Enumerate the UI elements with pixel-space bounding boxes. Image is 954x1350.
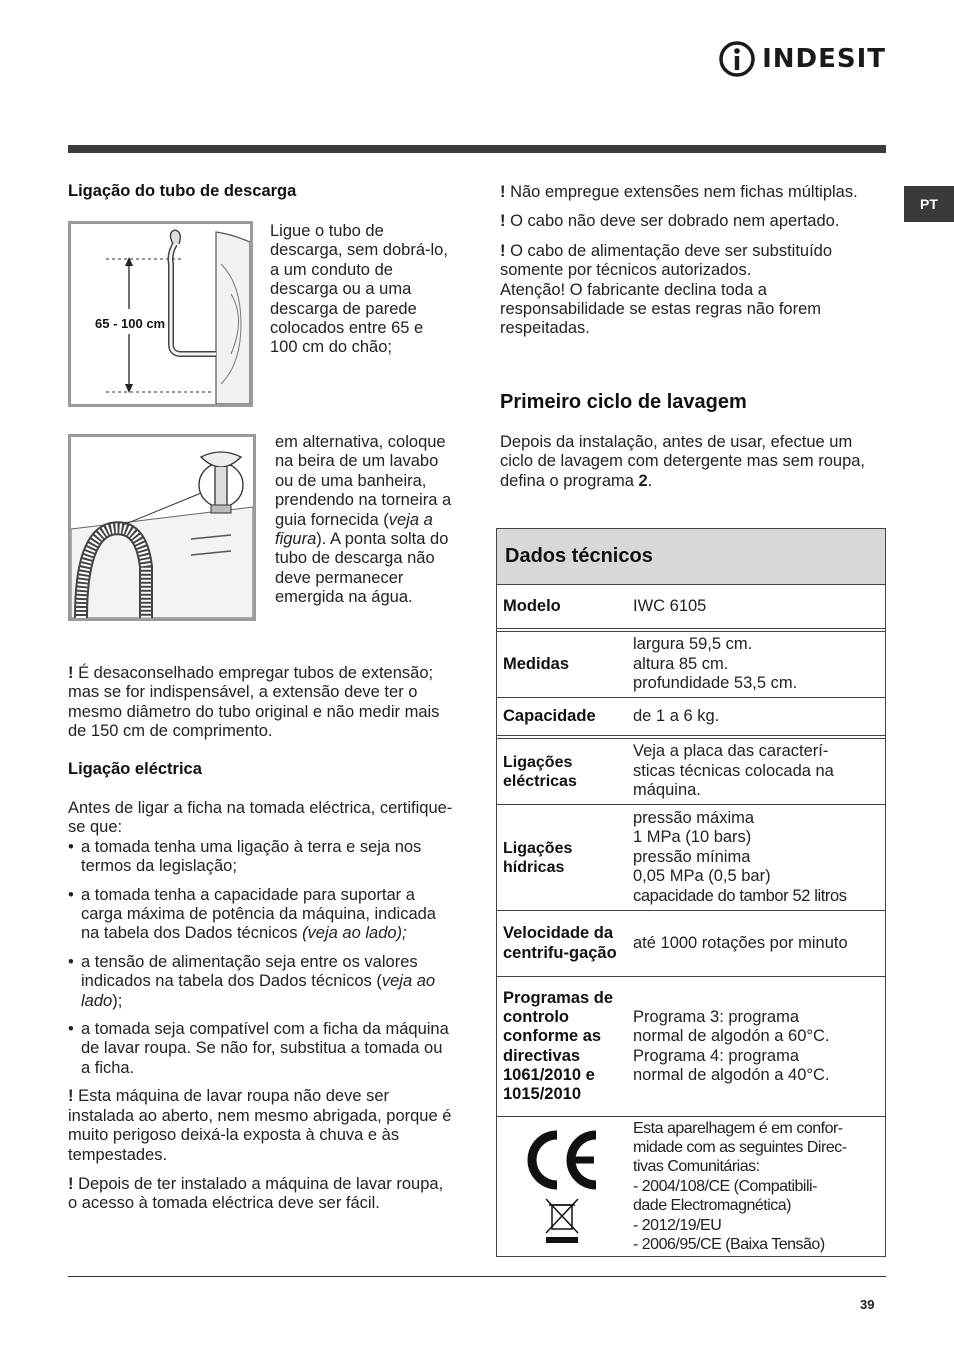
warning-icon: ! <box>68 1087 74 1106</box>
page-number: 39 <box>860 1297 875 1312</box>
table-row: Modelo IWC 6105 <box>497 585 885 629</box>
footer-rule <box>68 1276 886 1277</box>
warning-icon: ! <box>500 183 506 201</box>
drain-paragraph-1: Ligue o tubo de descarga, sem dobrá-lo, a um conduto de descarga ou a uma descarga de parede colocados entre 65 e 100 cm do chão; <box>270 222 448 357</box>
table-row: Capacidade de 1 a 6 kg. <box>497 698 885 736</box>
electrical-checklist <box>68 799 453 1224</box>
table-cell: de 1 a 6 kg. <box>633 706 720 725</box>
table-cell: até 1000 rotações por minuto <box>633 933 848 952</box>
list-item: • a tensão de alimentação seja entre os valores indicados na tabela dos Dados técnicos (veja ao lado); <box>68 953 453 1011</box>
warning-socket-access: ! Depois de ter instalado a máquina de lavar roupa, o acesso à tomada eléctrica deve ser fácil. <box>68 1174 444 1213</box>
drain-paragraph-2: em alternativa, coloque na beira de um lavabo ou de uma banheira, prendendo na torneira a guia fornecida (veja a figura). A ponta solta do tubo de descarga não deve permanecer emergida na água. <box>275 433 452 607</box>
weee-bin-icon <box>542 1197 582 1245</box>
electrical-warnings <box>500 183 885 339</box>
warning-cable-replace: ! O cabo de alimentação deve ser substituído somente por técnicos autorizados. <box>500 241 833 280</box>
warning-outdoor: ! Esta máquina de lavar roupa não deve ser instalada ao aberto, nem mesmo abrigada, porque é muito perigoso deixá-la exposta à chuva e às tempestades. <box>68 1087 452 1164</box>
ce-mark-cell <box>497 1117 627 1256</box>
table-cell: largura 59,5 cm. altura 85 cm. profundidade 53,5 cm. <box>633 635 798 693</box>
height-label: 65 - 100 cm <box>95 316 166 331</box>
warning-multiple-plugs: ! Não empregue extensões nem fichas múltiplas. <box>500 183 858 201</box>
list-item: • a tomada tenha uma ligação à terra e seja nos termos da legislação; <box>68 838 453 877</box>
ce-directives-text: Esta aparelhagem é em confor- midade com as seguintes Direc- tivas Comunitárias: - 2004/108/CE (Compatibili- dade Electromagnética) - 2012/19/EU - 2006/95/CE (Baixa Tensão) <box>633 1119 847 1254</box>
warning-extension-hose: ! É desaconselhado empregar tubos de extensão; mas se for indispensável, a extensão deve ter o mesmo diâmetro do tubo original e não medir mais de 150 cm de comprimento. <box>68 664 440 741</box>
ce-mark-icon <box>522 1129 602 1191</box>
table-row: Ligações eléctricas Veja a placa das caracterí- sticas técnicas colocada na máquina. <box>497 739 885 805</box>
basin-hook-illustration <box>71 437 253 618</box>
list-item: • a tomada tenha a capacidade para suportar a carga máxima de potência da máquina, indicada na tabela dos Dados técnicos (veja ao lado); <box>68 886 453 944</box>
table-row: Velocidade da centrifu-gação até 1000 rotações por minuto <box>497 911 885 977</box>
brand-logo <box>718 40 886 78</box>
warning-icon: ! <box>500 241 506 260</box>
table-cell: Veja a placa das caracterí- sticas técnicas colocada na máquina. <box>633 742 834 800</box>
warning-cable-bend: ! O cabo não deve ser dobrado nem apertado. <box>500 212 840 231</box>
warning-icon: ! <box>500 212 506 231</box>
table-cell: Programa 3: programa normal de algodón a 60°C. Programa 4: programa normal de algodón a 40°C. <box>633 1007 830 1084</box>
figure-drain-height <box>68 221 253 407</box>
list-item: • a tomada seja compatível com a ficha da máquina de lavar roupa. Se não for, substitua a tomada ou a ficha. <box>68 1020 453 1078</box>
language-tab: PT <box>904 186 954 222</box>
table-row-ce <box>497 1117 885 1256</box>
figure-basin-hook <box>68 434 256 621</box>
attention-note: Atenção! O fabricante declina toda a responsabilidade se estas regras não forem respeitadas. <box>500 280 822 338</box>
technical-data-table <box>496 528 886 1257</box>
warning-icon: ! <box>68 664 74 682</box>
drain-height-illustration <box>71 224 250 404</box>
first-cycle-paragraph: Depois da instalação, antes de usar, efectue um ciclo de lavagem com detergente mas sem roupa, defina o programa 2. <box>500 433 866 490</box>
header-rule <box>68 145 886 153</box>
section-title-first-cycle: Primeiro ciclo de lavagem <box>500 391 747 413</box>
table-cell: IWC 6105 <box>633 596 707 615</box>
indesit-i-icon <box>718 40 756 78</box>
electrical-intro: Antes de ligar a ficha na tomada eléctrica, certifique-se que: <box>68 799 453 837</box>
section-title-drain-hose: Ligação do tubo de descarga <box>68 182 297 200</box>
brand-name: INDESIT <box>762 44 886 74</box>
electrical-bullets <box>68 838 453 1078</box>
table-row: Ligações hídricas pressão máxima 1 MPa (10 bars) pressão mínima 0,05 MPa (0,5 bar) capacidade do tambor 52 litros <box>497 805 885 911</box>
table-title: Dados técnicos <box>497 529 885 585</box>
table-row: Medidas largura 59,5 cm. altura 85 cm. profundidade 53,5 cm. <box>497 632 885 698</box>
table-cell: pressão máxima 1 MPa (10 bars) pressão mínima 0,05 MPa (0,5 bar) capacidade do tambor 52 litros <box>633 808 847 905</box>
section-title-electrical: Ligação eléctrica <box>68 760 202 778</box>
table-row: Programas de controlo conforme as directivas 1061/2010 e 1015/2010 Programa 3: programa normal de algodón a 60°C. Programa 4: programa normal de algodón a 40°C. <box>497 977 885 1117</box>
warning-icon: ! <box>68 1174 74 1193</box>
